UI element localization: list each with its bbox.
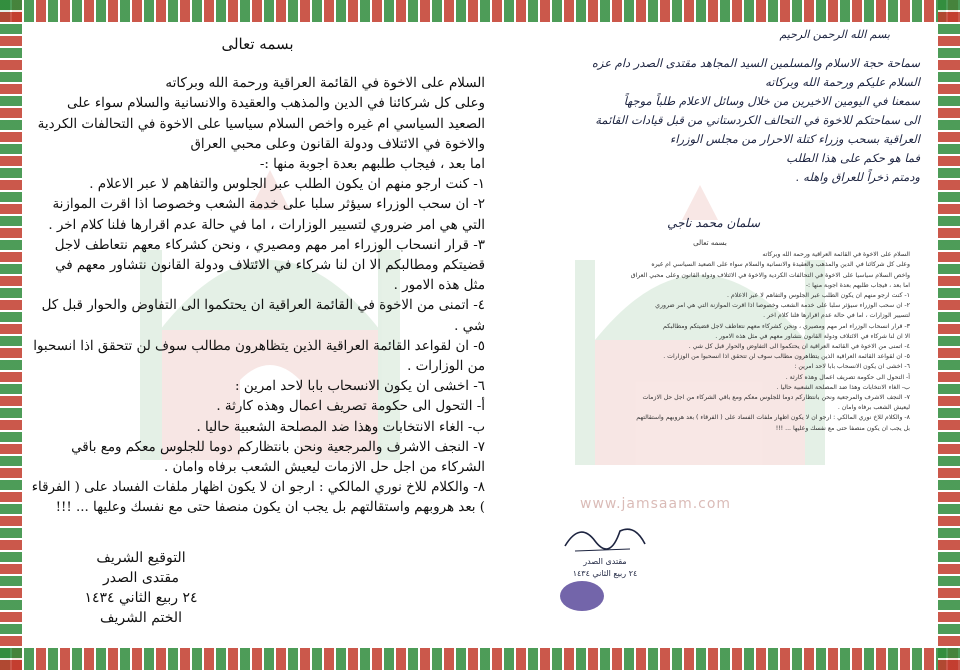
mini-header: بسمه تعالى — [693, 239, 727, 247]
mini-line: السلام على الاخوة في القائمة العراقية ورحمة الله وبركاته — [762, 251, 910, 259]
scanned-signature-block — [555, 556, 655, 580]
site-watermark: www.jamsaam.com — [580, 496, 732, 512]
mini-line: ٤- اتمنى من الاخوة في القائمة العراقية ان يحتكموا الى التفاوض والحوار قبل كل شي . — [688, 343, 910, 351]
typed-paragraph: ٥- ان لقواعد القائمة العراقية الذين يتظاهرون مطالب سوف لن تتحقق اذا انسحبوا من الوزارات . — [33, 338, 485, 375]
mini-line: بل يجب ان يكون منصفا حتى مع نفسك وعليها ... !!! — [775, 424, 910, 432]
decorative-border-left — [0, 0, 22, 670]
decorative-border-bottom — [0, 648, 960, 670]
decorative-border-right — [938, 0, 960, 670]
mini-line: ٦- اخشى ان يكون الانسحاب بابا لاحد امرين : — [794, 363, 910, 371]
typed-paragraph: وعلى كل شركائنا في الدين والمذهب والعقيدة والانسانية والسلام سواء على الصعيد السياسي ام غيره واخص السلام سياسيا على الاخوة في التحالفات الكردية والاخوة في الائتلاف ودولة القانون وعلى محبي العراق — [37, 96, 485, 152]
handwritten-signature-icon — [560, 516, 650, 556]
typed-paragraph: ب- الغاء الانتخابات وهذا ضد المصلحة الشعبية حاليا . — [196, 419, 485, 435]
typed-paragraph: أ- التحول الى حكومة تصريف اعمال وهذه كارثة . — [216, 399, 485, 415]
mini-line: واخص السلام سياسيا على الاخوة في التحالفات الكردية والاخوة في الائتلاف ودولة القانون وعلى محبي العراق — [630, 271, 910, 279]
handwritten-line: السلام عليكم ورحمة الله وبركاته — [765, 75, 920, 89]
mini-line: الا ان لنا شركاء في الائتلاف ودولة القانون نتشاور معهم في مثل هذه الامور . — [715, 332, 910, 340]
handwritten-line: الى سماحتكم للاخوة في التحالف الكردستاني من قبل قيادات القائمة — [595, 113, 920, 127]
mini-line: وعلى كل شركائنا في الدين والمذهب والعقيدة والانسانية والسلام سواء على الصعيد السياسي ام غيره — [651, 261, 910, 269]
typed-paragraph: ٢- ان سحب الوزراء سيؤثر سلبا على خدمة الشعب وخصوصا اذا اقرت الموازنة التي هي امر ضروري لتسيير الوزارات ، اما في حالة عدم اقرارها فلنا كلام اخر . — [48, 197, 485, 233]
typed-paragraph: ٤- اتمنى من الاخوة في القائمة العراقية ان يحتكموا الى التفاوض والحوار قبل كل شي . — [41, 298, 485, 334]
decorative-border-top — [0, 0, 960, 22]
typed-paragraph: ١- كنت ارجو منهم ان يكون الطلب عبر الجلوس والتفاهم لا عبر الاعلام . — [89, 177, 485, 193]
scanned-signature-name: مقتدى الصدر — [583, 557, 627, 566]
mini-line: ١- كنت ارجو منهم ان يكون الطلب عبر الجلوس والتفاهم لا عبر الاعلام . — [726, 292, 910, 300]
signature-line: التوقيع الشريف — [96, 550, 186, 566]
sender-name: سلمان محمد ناجي — [667, 216, 760, 230]
typed-signature-block — [66, 548, 216, 628]
mini-line: ليعيش الشعب برفاه وامان . — [837, 404, 910, 412]
typed-letter — [30, 28, 485, 648]
scanned-signature-date: ٢٤ ربيع الثاني ١٤٣٤ — [572, 569, 638, 578]
mini-line: اما بعد ، فيجاب طلبهم بعدة اجوبة منها :- — [805, 281, 910, 289]
handwritten-line: سمعنا في اليومين الاخيرين من خلال وسائل الاعلام طلباً موجهاً — [623, 94, 920, 108]
typed-paragraph: اما بعد ، فيجاب طلبهم بعدة اجوبة منها :- — [259, 157, 485, 173]
mini-line: ٨- والكلام للاخ نوري المالكي : ارجو ان لا يكون اظهار ملفات الفساد على ( الفرقاء ) بعد هروبهم واستقالتهم — [636, 414, 910, 422]
official-seal-icon — [560, 581, 604, 611]
scanned-letter — [500, 26, 920, 646]
handwritten-line: ودمتم ذخراً للعراق واهله . — [795, 170, 920, 184]
typed-paragraph: ٦- اخشى ان يكون الانسحاب بابا لاحد امرين : — [235, 379, 485, 395]
handwritten-line: فما هو حكم على هذا الطلب — [786, 151, 920, 165]
handwritten-line: سماحة حجة الاسلام والمسلمين السيد المجاهد مقتدى الصدر دام عزه — [591, 56, 920, 70]
typed-paragraph: ٧- النجف الاشرف والمرجعية ونحن بانتظاركم دوما للجلوس معكم ومع باقي الشركاء من اجل حل الازمات ليعيش الشعب برفاه وامان . — [71, 439, 485, 476]
mini-line: ٣- قرار انسحاب الوزراء امر مهم ومصيري ، ونحن كشركاء معهم نتعاطف لاجل قضيتكم ومطالبكم — [662, 322, 910, 330]
signature-seal-line: الختم الشريف — [100, 610, 182, 626]
typed-paragraph: السلام على الاخوة في القائمة العراقية ورحمة الله وبركاته — [165, 76, 485, 92]
handwritten-line: العراقية بسحب وزراء كتلة الاحرار من مجلس الوزراء — [669, 132, 920, 146]
scanned-reply-text — [510, 238, 910, 528]
mini-line: ٢- ان سحب الوزراء سيؤثر سلبا على خدمة الشعب وخصوصا اذا اقرت الموازنة التي هي امر ضروري — [655, 302, 910, 310]
signature-date: ٢٤ ربيع الثاني ١٤٣٤ — [84, 590, 198, 606]
handwritten-request — [520, 54, 920, 187]
typed-paragraph: ٣- قرار انسحاب الوزراء امر مهم ومصيري ، ونحن كشركاء معهم نتعاطف لاجل قضيتكم ومطالبكم الا ان لنا شركاء في الائتلاف ودولة القانون نتشاور معهم في مثل هذه الامور . — [54, 237, 485, 294]
typed-letter-header: بسمه تعالى — [221, 35, 294, 53]
mini-line: لتسيير الوزارات ، اما في حالة عدم اقرارها فلنا كلام اخر . — [763, 312, 910, 320]
mini-line: ٥- ان لقواعد القائمة العراقية الذين يتظاهرون مطالب سوف لن تتحقق اذا انسحبوا من الوزارات . — [663, 353, 910, 361]
mini-line: ٧- النجف الاشرف والمرجعية ونحن بانتظاركم دوما للجلوس معكم ومع باقي الشركاء من اجل حل الازمات — [642, 394, 910, 402]
mini-line: أ- التحول الى حكومة تصريف اعمال وهذه كارثة . — [785, 373, 910, 381]
typed-paragraph: ٨- والكلام للاخ نوري المالكي : ارجو ان لا يكون اظهار ملفات الفساد على ( الفرقاء ) بعد هروبهم واستقالتهم بل يجب ان يكون منصفا حتى مع نفسك وعليها ... !!! — [31, 480, 485, 516]
scanned-basmala: بسم الله الرحمن الرحيم — [779, 28, 890, 41]
signature-name: مقتدى الصدر — [103, 570, 179, 586]
mini-line: ب- الغاء الانتخابات وهذا ضد المصلحة الشعبية حاليا . — [776, 383, 910, 391]
